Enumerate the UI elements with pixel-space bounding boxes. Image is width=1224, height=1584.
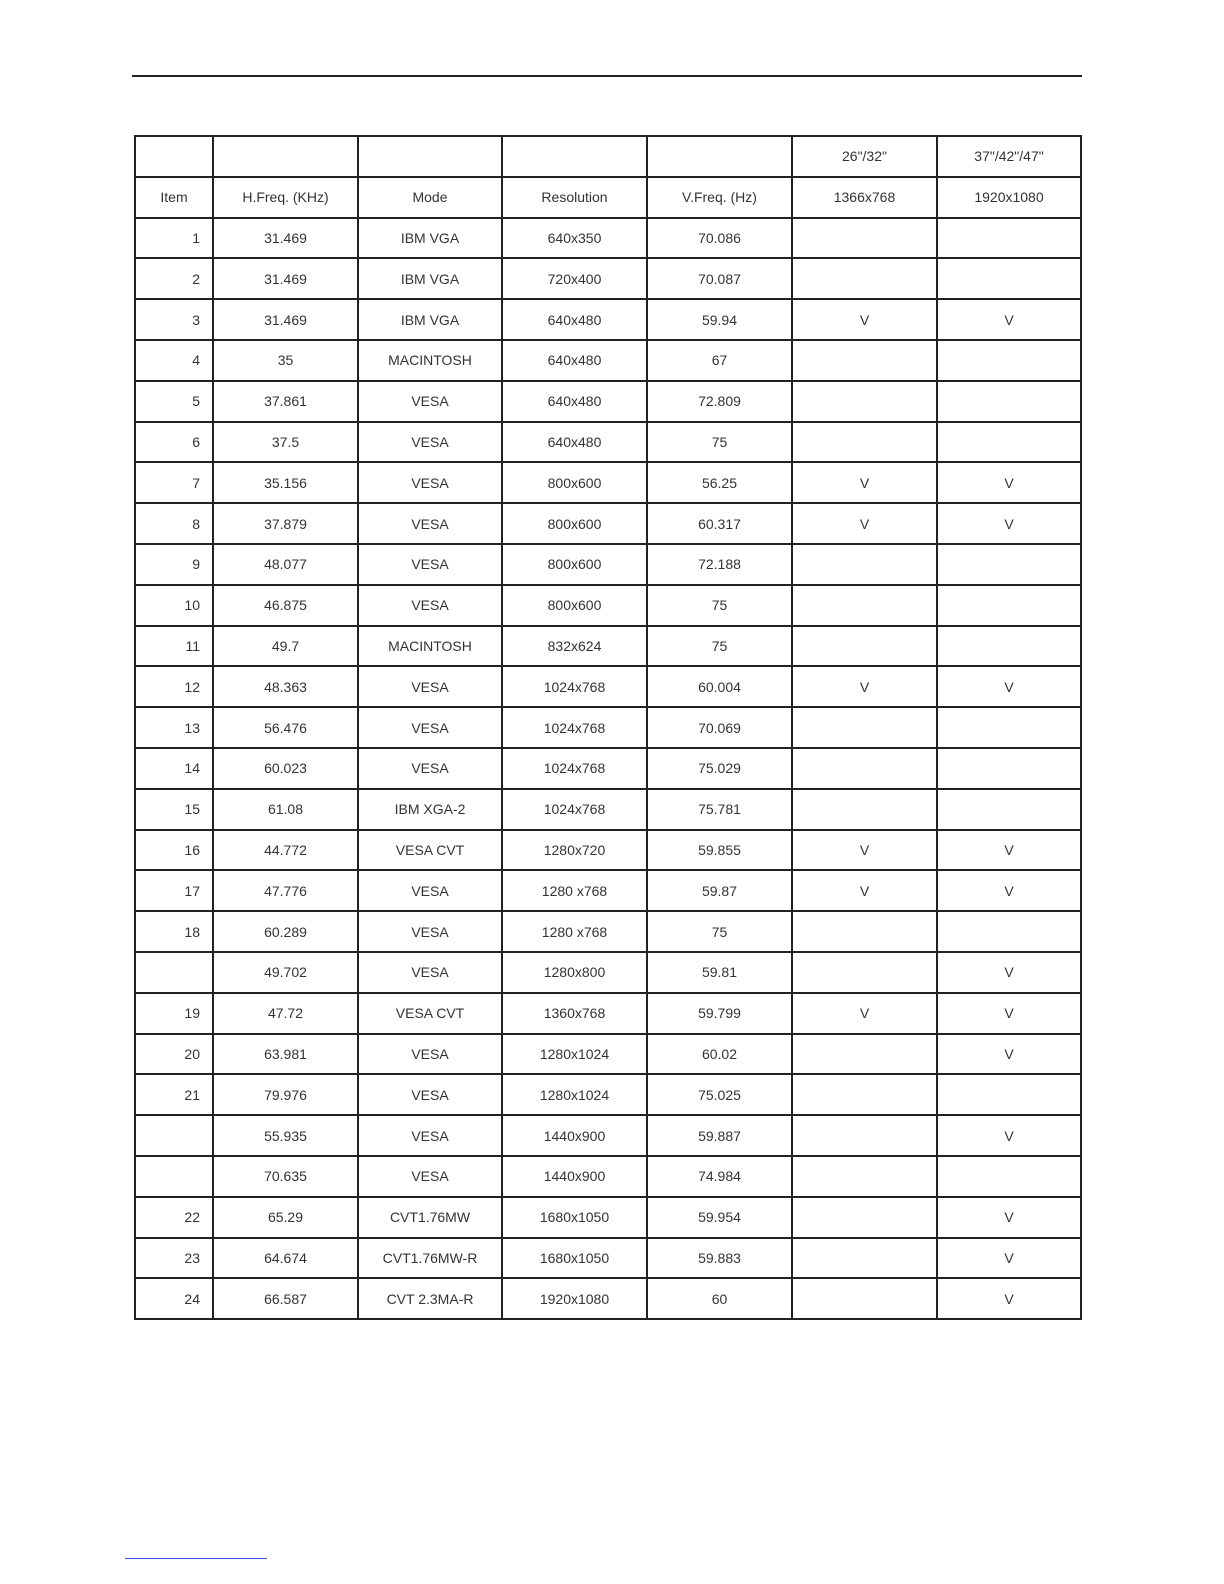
table-row	[135, 748, 1081, 789]
top-rule	[132, 75, 1082, 77]
table-row-support-37-42-47-cell: V	[937, 1034, 1081, 1075]
table-row-support-37-42-47-cell: V	[937, 830, 1081, 871]
table-row-v-freq-cell: 75	[647, 585, 792, 626]
table-row-h-freq-cell: 44.772	[213, 830, 358, 871]
table-row-support-26-32-cell	[792, 707, 937, 748]
table-row-v-freq-cell: 70.086	[647, 218, 792, 259]
table-row-v-freq-cell: 75.029	[647, 748, 792, 789]
table-row-resolution-cell: 1024x768	[502, 666, 647, 707]
table-row-h-freq-cell: 49.702	[213, 952, 358, 993]
table-row-resolution-cell: 640x480	[502, 381, 647, 422]
table-row-mode-cell: VESA	[358, 666, 502, 707]
table-row-item-cell: 6	[135, 422, 213, 463]
table-row	[135, 1115, 1081, 1156]
header-row-v-freq-cell: V.Freq. (Hz)	[647, 177, 792, 218]
table-row-support-26-32-cell: V	[792, 870, 937, 911]
table-row-h-freq-cell: 48.077	[213, 544, 358, 585]
table-row-support-37-42-47-cell	[937, 340, 1081, 381]
table-row-support-26-32-cell: V	[792, 666, 937, 707]
table-row-item-cell: 5	[135, 381, 213, 422]
table-row-support-37-42-47-cell	[937, 422, 1081, 463]
table-row	[135, 830, 1081, 871]
table-row-mode-cell: CVT 2.3MA-R	[358, 1278, 502, 1319]
table-row-support-37-42-47-cell	[937, 626, 1081, 667]
table-row-h-freq-cell: 46.875	[213, 585, 358, 626]
table-row-resolution-cell: 640x480	[502, 340, 647, 381]
table-row-resolution-cell: 1280x720	[502, 830, 647, 871]
table-row-support-37-42-47-cell	[937, 748, 1081, 789]
table-row-h-freq-cell: 56.476	[213, 707, 358, 748]
table-row-item-cell: 9	[135, 544, 213, 585]
table-row-mode-cell: IBM VGA	[358, 258, 502, 299]
table-row-h-freq-cell: 70.635	[213, 1156, 358, 1197]
table-row-mode-cell: CVT1.76MW-R	[358, 1238, 502, 1279]
table-row-item-cell: 20	[135, 1034, 213, 1075]
table-row-h-freq-cell: 65.29	[213, 1197, 358, 1238]
table-row-support-26-32-cell	[792, 626, 937, 667]
table-row-resolution-cell: 1024x768	[502, 748, 647, 789]
table-row-resolution-cell: 1680x1050	[502, 1197, 647, 1238]
table-row-mode-cell: IBM VGA	[358, 299, 502, 340]
table-row-support-37-42-47-cell: V	[937, 1197, 1081, 1238]
table-row-support-37-42-47-cell: V	[937, 870, 1081, 911]
table-row	[135, 544, 1081, 585]
table-row-support-26-32-cell: V	[792, 503, 937, 544]
table-row	[135, 218, 1081, 259]
table-row-support-26-32-cell	[792, 218, 937, 259]
table-row	[135, 1034, 1081, 1075]
table-row-v-freq-cell: 75	[647, 422, 792, 463]
table-row-resolution-cell: 1280 x768	[502, 870, 647, 911]
table-row-item-cell	[135, 1115, 213, 1156]
table-row-support-26-32-cell	[792, 585, 937, 626]
table-row-h-freq-cell: 31.469	[213, 218, 358, 259]
table-row-h-freq-cell: 37.861	[213, 381, 358, 422]
table-row-support-26-32-cell	[792, 1115, 937, 1156]
table-row-v-freq-cell: 75.025	[647, 1074, 792, 1115]
table-row-v-freq-cell: 74.984	[647, 1156, 792, 1197]
table-row-h-freq-cell: 60.289	[213, 911, 358, 952]
table-row-mode-cell: VESA CVT	[358, 993, 502, 1034]
table-row-item-cell	[135, 1156, 213, 1197]
table-row-resolution-cell: 832x624	[502, 626, 647, 667]
table-row-resolution-cell: 1280x1024	[502, 1074, 647, 1115]
table-row-support-37-42-47-cell: V	[937, 1115, 1081, 1156]
table-row-mode-cell: VESA	[358, 585, 502, 626]
table-row-resolution-cell: 800x600	[502, 544, 647, 585]
table-row-h-freq-cell: 55.935	[213, 1115, 358, 1156]
table-row-v-freq-cell: 60	[647, 1278, 792, 1319]
header-row-h-freq-cell: H.Freq. (KHz)	[213, 177, 358, 218]
table-row-support-37-42-47-cell: V	[937, 666, 1081, 707]
table-row-h-freq-cell: 35	[213, 340, 358, 381]
header-size-row-h-freq-cell	[213, 136, 358, 177]
table-row-item-cell: 21	[135, 1074, 213, 1115]
table-row-item-cell: 3	[135, 299, 213, 340]
table-row-resolution-cell: 1024x768	[502, 789, 647, 830]
table-row-item-cell: 22	[135, 1197, 213, 1238]
table-row-support-26-32-cell	[792, 911, 937, 952]
table-row-h-freq-cell: 63.981	[213, 1034, 358, 1075]
table-row-v-freq-cell: 60.004	[647, 666, 792, 707]
table-row-resolution-cell: 640x480	[502, 299, 647, 340]
header-size-row-mode-cell	[358, 136, 502, 177]
table-row-item-cell	[135, 952, 213, 993]
table-row-support-37-42-47-cell: V	[937, 1278, 1081, 1319]
table-row	[135, 299, 1081, 340]
table-row-v-freq-cell: 60.02	[647, 1034, 792, 1075]
table-row-support-26-32-cell	[792, 381, 937, 422]
table-row-resolution-cell: 800x600	[502, 503, 647, 544]
table-row-support-26-32-cell	[792, 1034, 937, 1075]
header-row-mode-cell: Mode	[358, 177, 502, 218]
table-row-mode-cell: VESA	[358, 1074, 502, 1115]
header-row-resolution-cell: Resolution	[502, 177, 647, 218]
table-row-resolution-cell: 1360x768	[502, 993, 647, 1034]
table-row-support-26-32-cell	[792, 952, 937, 993]
timing-table	[134, 135, 1082, 1320]
table-row-h-freq-cell: 47.776	[213, 870, 358, 911]
table-row-v-freq-cell: 67	[647, 340, 792, 381]
table-row-v-freq-cell: 72.809	[647, 381, 792, 422]
table-row-support-26-32-cell	[792, 1074, 937, 1115]
header-row-support-37-42-47-cell: 1920x1080	[937, 177, 1081, 218]
table-row-mode-cell: VESA	[358, 422, 502, 463]
table-row-h-freq-cell: 61.08	[213, 789, 358, 830]
table-row-resolution-cell: 800x600	[502, 585, 647, 626]
table-row-support-37-42-47-cell: V	[937, 299, 1081, 340]
table-row-item-cell: 16	[135, 830, 213, 871]
table-row-item-cell: 10	[135, 585, 213, 626]
table-row-mode-cell: VESA	[358, 544, 502, 585]
table-row	[135, 1197, 1081, 1238]
table-row	[135, 870, 1081, 911]
table-row-v-freq-cell: 59.81	[647, 952, 792, 993]
table-row-h-freq-cell: 31.469	[213, 258, 358, 299]
table-row-support-37-42-47-cell	[937, 1074, 1081, 1115]
table-row	[135, 340, 1081, 381]
table-row-support-26-32-cell	[792, 789, 937, 830]
table-row-support-26-32-cell	[792, 544, 937, 585]
table-row-resolution-cell: 1440x900	[502, 1156, 647, 1197]
table-row-mode-cell: VESA CVT	[358, 830, 502, 871]
table-row	[135, 585, 1081, 626]
table-row-mode-cell: IBM VGA	[358, 218, 502, 259]
table-row-h-freq-cell: 47.72	[213, 993, 358, 1034]
table-row-mode-cell: VESA	[358, 462, 502, 503]
table-row-v-freq-cell: 75	[647, 911, 792, 952]
table-row-support-37-42-47-cell: V	[937, 462, 1081, 503]
table-row-item-cell: 12	[135, 666, 213, 707]
table-row-resolution-cell: 640x350	[502, 218, 647, 259]
table-row-support-37-42-47-cell	[937, 258, 1081, 299]
table-row-v-freq-cell: 56.25	[647, 462, 792, 503]
table-row	[135, 422, 1081, 463]
table-row-h-freq-cell: 66.587	[213, 1278, 358, 1319]
table-row-support-26-32-cell: V	[792, 462, 937, 503]
table-row-h-freq-cell: 35.156	[213, 462, 358, 503]
timing-table-body	[135, 136, 1081, 1319]
table-row	[135, 993, 1081, 1034]
table-row-mode-cell: MACINTOSH	[358, 626, 502, 667]
table-row-resolution-cell: 1920x1080	[502, 1278, 647, 1319]
table-row-mode-cell: IBM XGA-2	[358, 789, 502, 830]
table-row-item-cell: 19	[135, 993, 213, 1034]
header-row	[135, 177, 1081, 218]
table-row-v-freq-cell: 75	[647, 626, 792, 667]
table-row	[135, 707, 1081, 748]
table-row-h-freq-cell: 37.5	[213, 422, 358, 463]
table-row-item-cell: 18	[135, 911, 213, 952]
table-row-support-37-42-47-cell: V	[937, 503, 1081, 544]
table-row-support-26-32-cell	[792, 1197, 937, 1238]
table-row-item-cell: 13	[135, 707, 213, 748]
header-size-row-resolution-cell	[502, 136, 647, 177]
header-row-item-cell: Item	[135, 177, 213, 218]
table-row-support-37-42-47-cell	[937, 585, 1081, 626]
table-row-v-freq-cell: 70.087	[647, 258, 792, 299]
table-row-support-26-32-cell	[792, 748, 937, 789]
table-row-h-freq-cell: 31.469	[213, 299, 358, 340]
table-row	[135, 789, 1081, 830]
table-row-item-cell: 23	[135, 1238, 213, 1279]
table-row	[135, 1074, 1081, 1115]
table-row-mode-cell: VESA	[358, 707, 502, 748]
table-row-resolution-cell: 1680x1050	[502, 1238, 647, 1279]
table-row-resolution-cell: 800x600	[502, 462, 647, 503]
table-row-support-26-32-cell	[792, 1238, 937, 1279]
table-row-v-freq-cell: 59.883	[647, 1238, 792, 1279]
table-row-h-freq-cell: 60.023	[213, 748, 358, 789]
table-row	[135, 503, 1081, 544]
table-row-mode-cell: VESA	[358, 1156, 502, 1197]
table-row-item-cell: 7	[135, 462, 213, 503]
table-row	[135, 462, 1081, 503]
table-row-resolution-cell: 1280x1024	[502, 1034, 647, 1075]
table-row-support-26-32-cell	[792, 258, 937, 299]
table-row-h-freq-cell: 49.7	[213, 626, 358, 667]
table-row-support-37-42-47-cell	[937, 707, 1081, 748]
table-row-resolution-cell: 720x400	[502, 258, 647, 299]
table-row-support-37-42-47-cell: V	[937, 952, 1081, 993]
table-row-support-26-32-cell: V	[792, 830, 937, 871]
header-size-row-item-cell	[135, 136, 213, 177]
table-row-v-freq-cell: 59.887	[647, 1115, 792, 1156]
table-row-mode-cell: VESA	[358, 748, 502, 789]
table-row-mode-cell: MACINTOSH	[358, 340, 502, 381]
table-row	[135, 666, 1081, 707]
table-row-resolution-cell: 1280 x768	[502, 911, 647, 952]
table-row-v-freq-cell: 60.317	[647, 503, 792, 544]
table-row-support-37-42-47-cell: V	[937, 1238, 1081, 1279]
table-row-resolution-cell: 1440x900	[502, 1115, 647, 1156]
table-row-support-37-42-47-cell	[937, 911, 1081, 952]
table-row-v-freq-cell: 59.954	[647, 1197, 792, 1238]
table-row-v-freq-cell: 75.781	[647, 789, 792, 830]
table-row-support-26-32-cell	[792, 1278, 937, 1319]
table-row-support-26-32-cell: V	[792, 993, 937, 1034]
table-row-support-26-32-cell	[792, 340, 937, 381]
table-row-mode-cell: CVT1.76MW	[358, 1197, 502, 1238]
table-row-resolution-cell: 640x480	[502, 422, 647, 463]
table-row-item-cell: 15	[135, 789, 213, 830]
table-row-support-37-42-47-cell	[937, 1156, 1081, 1197]
footer-link-underline	[125, 1558, 267, 1559]
table-row-h-freq-cell: 79.976	[213, 1074, 358, 1115]
table-row-v-freq-cell: 59.799	[647, 993, 792, 1034]
table-row-item-cell: 24	[135, 1278, 213, 1319]
table-row-item-cell: 14	[135, 748, 213, 789]
table-row	[135, 1238, 1081, 1279]
table-row-resolution-cell: 1024x768	[502, 707, 647, 748]
table-row-v-freq-cell: 72.188	[647, 544, 792, 585]
table-row-mode-cell: VESA	[358, 1034, 502, 1075]
table-row-mode-cell: VESA	[358, 1115, 502, 1156]
table-row-support-37-42-47-cell: V	[937, 993, 1081, 1034]
table-row-item-cell: 2	[135, 258, 213, 299]
table-row-support-26-32-cell	[792, 422, 937, 463]
table-row-support-37-42-47-cell	[937, 381, 1081, 422]
table-row-h-freq-cell: 37.879	[213, 503, 358, 544]
table-row-mode-cell: VESA	[358, 870, 502, 911]
header-size-row-v-freq-cell	[647, 136, 792, 177]
table-row	[135, 1156, 1081, 1197]
table-row-item-cell: 4	[135, 340, 213, 381]
table-row-v-freq-cell: 59.94	[647, 299, 792, 340]
table-row-item-cell: 17	[135, 870, 213, 911]
table-row	[135, 381, 1081, 422]
table-row-support-26-32-cell	[792, 1156, 937, 1197]
table-row-resolution-cell: 1280x800	[502, 952, 647, 993]
table-row	[135, 1278, 1081, 1319]
table-row-h-freq-cell: 48.363	[213, 666, 358, 707]
header-row-support-26-32-cell: 1366x768	[792, 177, 937, 218]
table-row-mode-cell: VESA	[358, 381, 502, 422]
header-size-row-support-37-42-47-cell: 37"/42"/47"	[937, 136, 1081, 177]
table-row	[135, 626, 1081, 667]
header-size-row-support-26-32-cell: 26"/32"	[792, 136, 937, 177]
table-row-mode-cell: VESA	[358, 952, 502, 993]
header-size-row	[135, 136, 1081, 177]
table-row	[135, 911, 1081, 952]
table-row-item-cell: 1	[135, 218, 213, 259]
table-row-v-freq-cell: 59.87	[647, 870, 792, 911]
table-row-item-cell: 8	[135, 503, 213, 544]
table-row	[135, 258, 1081, 299]
table-row-v-freq-cell: 59.855	[647, 830, 792, 871]
table-row-h-freq-cell: 64.674	[213, 1238, 358, 1279]
table-row-v-freq-cell: 70.069	[647, 707, 792, 748]
table-row-support-37-42-47-cell	[937, 544, 1081, 585]
table-row	[135, 952, 1081, 993]
table-row-support-37-42-47-cell	[937, 789, 1081, 830]
table-row-support-37-42-47-cell	[937, 218, 1081, 259]
table-row-item-cell: 11	[135, 626, 213, 667]
table-row-mode-cell: VESA	[358, 503, 502, 544]
table-row-support-26-32-cell: V	[792, 299, 937, 340]
table-row-mode-cell: VESA	[358, 911, 502, 952]
